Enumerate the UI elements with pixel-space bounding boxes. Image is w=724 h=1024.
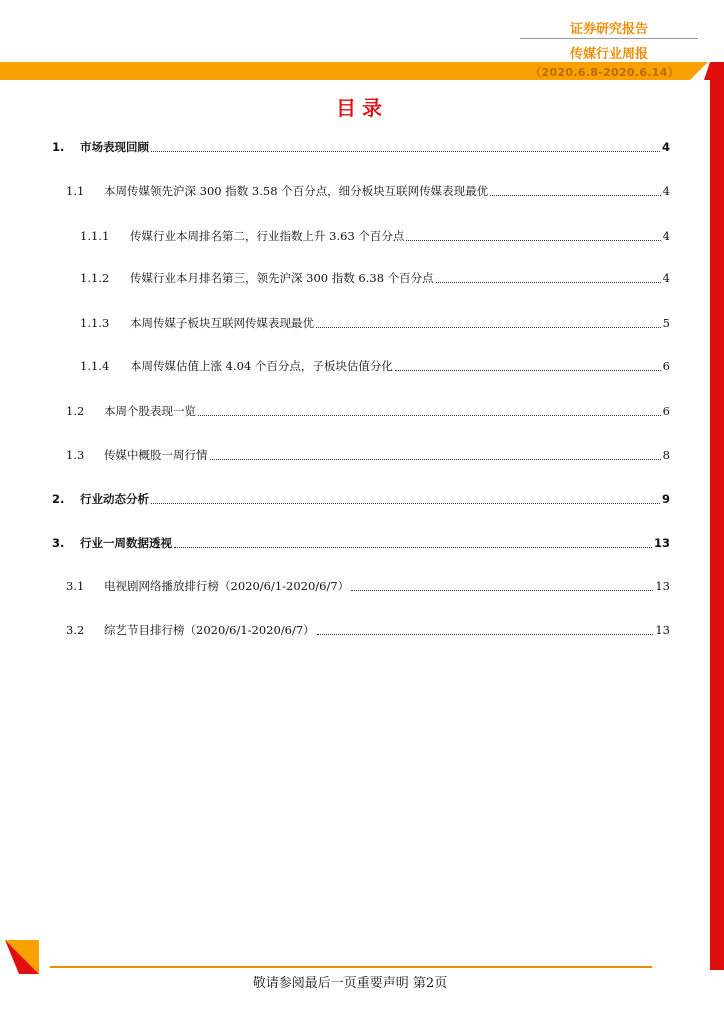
toc-entry-page: 6 bbox=[662, 359, 670, 373]
toc-entry[interactable] bbox=[80, 270, 670, 286]
toc-entry-label: 本周个股表现一览 bbox=[104, 404, 196, 418]
side-red-bar bbox=[710, 80, 724, 970]
toc-entry-page: 4 bbox=[662, 271, 670, 285]
toc-entry-number: 3.2 bbox=[66, 623, 85, 637]
toc-entry-label: 综艺节目排行榜（2020/6/1-2020/6/7） bbox=[104, 623, 315, 637]
toc-entry-page: 9 bbox=[661, 492, 670, 506]
toc-entry-number: 1.1.1 bbox=[80, 229, 110, 243]
toc-entry-label: 传媒中概股一周行情 bbox=[104, 448, 208, 462]
toc-leader-dots bbox=[210, 458, 661, 460]
toc-entry[interactable] bbox=[66, 447, 670, 463]
toc-entry-label: 本周传媒估值上涨 4.04 个百分点，子板块估值分化 bbox=[130, 359, 393, 373]
header-divider bbox=[520, 38, 698, 39]
toc-entry[interactable] bbox=[52, 139, 670, 155]
toc-entry-number: 3.1 bbox=[66, 579, 85, 593]
toc-leader-dots bbox=[351, 589, 653, 591]
side-red-bar-cap bbox=[704, 62, 724, 80]
toc-entry-label: 行业一周数据透视 bbox=[80, 536, 172, 550]
toc-leader-dots bbox=[316, 326, 661, 328]
toc-entry-number: 1.1.4 bbox=[80, 359, 110, 373]
toc-entry[interactable] bbox=[66, 578, 670, 594]
toc-title: 目录 bbox=[336, 96, 388, 120]
toc-entry[interactable] bbox=[66, 403, 670, 419]
toc-leader-dots bbox=[198, 414, 661, 416]
toc-entry-number: 1.1 bbox=[66, 184, 85, 198]
toc-entry-page: 13 bbox=[653, 536, 670, 550]
toc-leader-dots bbox=[406, 239, 660, 241]
toc-entry-label: 电视剧网络播放排行榜（2020/6/1-2020/6/7） bbox=[104, 579, 350, 593]
toc-leader-dots bbox=[317, 633, 654, 635]
toc-leader-dots bbox=[395, 369, 661, 371]
toc-leader-dots bbox=[490, 194, 660, 196]
toc-entry-number: 1.3 bbox=[66, 448, 85, 462]
toc-entry-number: 1.1.2 bbox=[80, 271, 110, 285]
toc-entry[interactable] bbox=[80, 315, 670, 331]
toc-entry-page: 4 bbox=[661, 140, 670, 154]
toc-entry-label: 市场表现回顾 bbox=[80, 140, 149, 154]
toc-entry[interactable] bbox=[52, 535, 670, 551]
toc-entry-page: 4 bbox=[662, 184, 670, 198]
date-range: （2020.6.8-2020.6.14） bbox=[530, 66, 679, 79]
toc-leader-dots bbox=[151, 150, 660, 152]
toc-entry-number: 1.2 bbox=[66, 404, 85, 418]
toc-entry[interactable] bbox=[80, 358, 670, 374]
toc-entry-label: 本周传媒领先沪深 300 指数 3.58 个百分点，细分板块互联网传媒表现最优 bbox=[104, 184, 489, 198]
toc-entry-label: 传媒行业本周排名第二，行业指数上升 3.63 个百分点 bbox=[130, 229, 405, 243]
toc-entry-page: 8 bbox=[662, 448, 670, 462]
toc-entry-label: 传媒行业本月排名第三，领先沪深 300 指数 6.38 个百分点 bbox=[130, 271, 434, 285]
toc-entry-number: 1.1.3 bbox=[80, 316, 110, 330]
toc-entry-page: 5 bbox=[662, 316, 670, 330]
toc-entry-page: 6 bbox=[662, 404, 670, 418]
toc-entry[interactable] bbox=[66, 622, 670, 638]
toc-entry-label: 行业动态分析 bbox=[80, 492, 149, 506]
toc-entry-number: 2. bbox=[52, 492, 65, 506]
toc-entry[interactable] bbox=[80, 228, 670, 244]
report-title: 传媒行业周报 bbox=[569, 47, 648, 62]
toc-entry-number: 3. bbox=[52, 536, 65, 550]
toc-leader-dots bbox=[174, 546, 652, 548]
toc-entry-number: 1. bbox=[52, 140, 65, 154]
toc-entry-page: 13 bbox=[655, 579, 670, 593]
toc-entry-page: 13 bbox=[655, 623, 670, 637]
toc-entry-label: 本周传媒子板块互联网传媒表现最优 bbox=[130, 316, 314, 330]
toc-entry-page: 4 bbox=[662, 229, 670, 243]
toc-leader-dots bbox=[151, 502, 660, 504]
corner-logo-icon bbox=[5, 940, 39, 974]
report-type: 证券研究报告 bbox=[569, 22, 648, 37]
toc-leader-dots bbox=[436, 281, 661, 283]
footer-divider bbox=[50, 966, 652, 968]
footer-disclaimer: 敬请参阅最后一页重要声明 第2页 bbox=[252, 976, 448, 991]
toc-entry[interactable] bbox=[52, 491, 670, 507]
toc-entry[interactable] bbox=[66, 183, 670, 199]
